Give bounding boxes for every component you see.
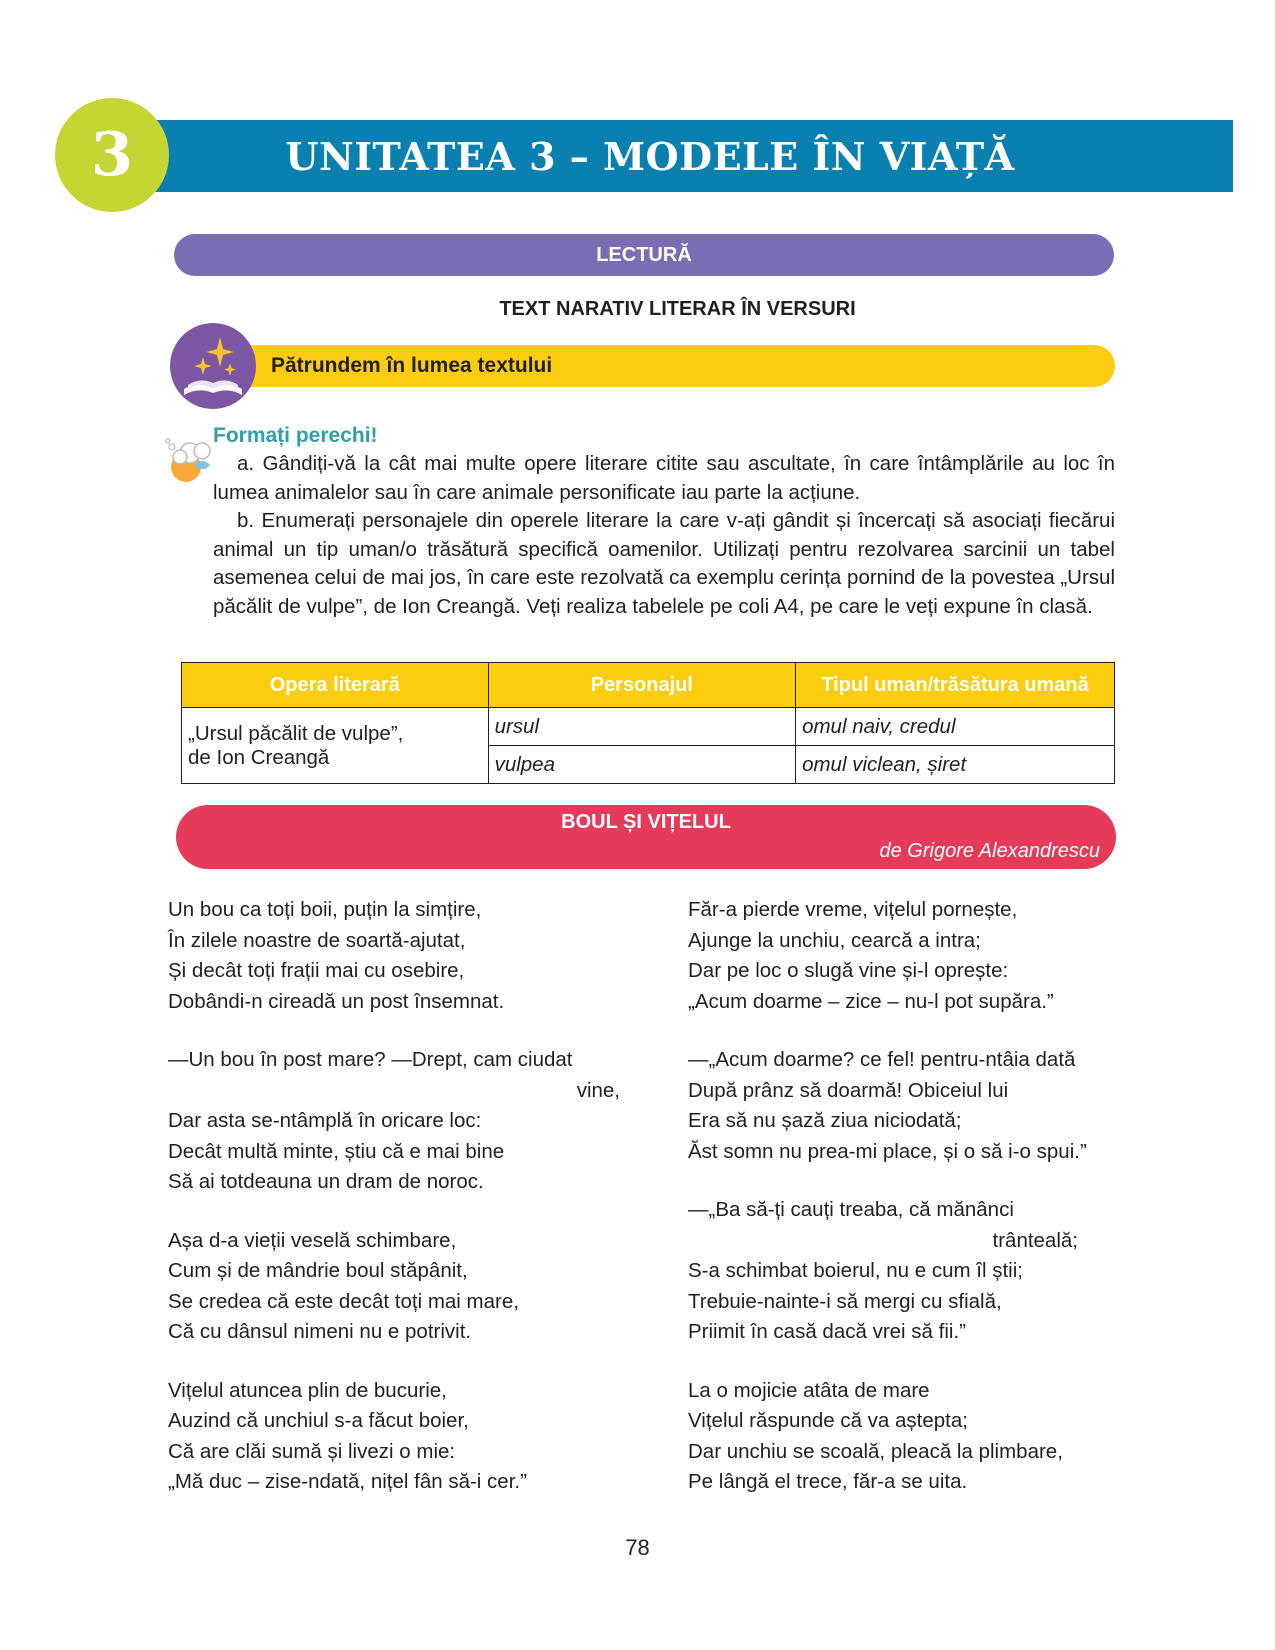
table-header-cell: Personajul [488,663,796,708]
task-item-b: b. Enumerați personajele din operele literare la care v-ați gândit și încercați să asociați fiecărui animal un tip uman/o trăsătură specifică oamenilor. Utilizați pentru rezolvarea sarcinii un tabel asemenea celui de mai jos, în care este rezolvată ca exemplu cerința pornind de la povestea „Ursul păcălit de vulpe”, de Ion Creangă. Veți realiza tabelele pe coli A4, pe care le veți expune în clasă. [213,509,1115,618]
poem-line: Făr-a pierde vreme, vițelul pornește, [688,898,1018,921]
section-label: LECTURĂ [174,234,1114,276]
poem-line: Să ai totdeauna un dram de noroc. [168,1170,484,1193]
poem-line: Că cu dânsul nimeni nu e potrivit. [168,1320,472,1343]
poem-line: „Mă duc – zise-ndată, nițel fân să-i cer.” [168,1470,527,1493]
poem-column-right [688,895,1158,1526]
poem-line: Cum și de mândrie boul stăpânit, [168,1259,468,1282]
unit-title: UNITATEA 3 – MODELE ÎN VIAȚĂ [285,133,1015,179]
open-book-icon [170,323,256,409]
poem-stanza [168,1045,638,1198]
poem-line: „Acum doarme – zice – nu-l pot supăra.” [688,989,1054,1013]
work-author-line: de Ion Creangă [188,745,330,769]
poem-line: Așa d-a vieții veselă schimbare, [168,1228,457,1252]
poem-line: Decât multă minte, știu că e mai bine [168,1139,505,1163]
reading-band-title: Pătrundem în lumea textului [205,345,1115,387]
poem-stanza [688,1376,1158,1498]
poem-line: Un bou ca toți boii, puțin la simțire, [168,898,482,921]
poem-line: Dar unchiu se scoală, pleacă la plimbare, [688,1439,1063,1463]
poem-title-band [176,805,1116,869]
poem-line: Ăst somn nu prea-mi place, și o să i-o spui.” [688,1139,1087,1163]
table-row [182,708,1115,746]
poem-line: Dar asta se-ntâmplă în oricare loc: [168,1109,482,1132]
poem-line: —Un bou în post mare? —Drept, cam ciudat [168,1048,573,1071]
poem-line: După prânz să doarmă! Obiceiul lui [688,1078,1009,1102]
poem-line: Dar pe loc o slugă vine și-l oprește: [688,959,1009,982]
poem-line: Vițelul răspunde că va aștepta; [688,1409,968,1432]
poem-stanza [168,1226,638,1348]
table-cell-work [182,708,489,784]
poem-line: S-a schimbat boierul, nu e cum îl știi; [688,1259,1023,1282]
table-header-cell: Tipul uman/trăsătura umană [796,663,1115,708]
example-table [181,662,1115,784]
thinking-cloud-icon [164,435,220,485]
table-header-cell: Opera literară [182,663,489,708]
poem-stanza [688,1045,1158,1167]
table-cell-trait: omul viclean, șiret [796,746,1115,784]
poem-line-continuation: vine, [576,1078,620,1102]
section-subheading: TEXT NARATIV LITERAR ÎN VERSURI [499,298,856,320]
poem-line: Priimit în casă dacă vrei să fii.” [688,1320,966,1343]
poem-stanza [688,895,1158,1017]
poem-line: În zilele noastre de soartă-ajutat, [168,928,466,952]
page-number: 78 [625,1535,650,1560]
poem-column-left [168,895,638,1526]
poem-line: Trebuie-nainte-i să mergi cu sfială, [688,1289,1002,1313]
task-item-a: a. Gândiți-vă la cât mai multe opere literare citite sau ascultate, în care întâmplările au loc în lumea animalelor sau în care animale personificate iau parte la acțiune. [213,452,1115,504]
task-heading: Formați perechi! [213,424,378,447]
poem-line: Pe lângă el trece, făr-a se uita. [688,1470,968,1493]
poem-line: Și decât toți frații mai cu osebire, [168,959,465,982]
poem-stanza [168,1376,638,1498]
poem-line: Auzind că unchiul s-a făcut boier, [168,1409,469,1432]
poem-author: de Grigore Alexandrescu [879,840,1100,862]
poem-line: Dobândi-n cireadă un post însemnat. [168,989,505,1013]
table-cell-trait: omul naiv, credul [796,708,1115,746]
poem-line: Vițelul atuncea plin de bucurie, [168,1378,447,1402]
poem-line: Se credea că este decât toți mai mare, [168,1289,519,1313]
poem-stanza [168,895,638,1017]
poem-stanza [688,1195,1158,1348]
poem-title: BOUL ȘI VIȚELUL [561,811,731,833]
poem-line: Ajunge la unchiu, cearcă a intra; [688,928,981,952]
poem-line: La o mojicie atâta de mare [688,1378,930,1402]
poem-line: Era să nu șază ziua niciodată; [688,1109,962,1132]
work-title-line: „Ursul păcălit de vulpe”, [188,721,404,745]
poem-line-continuation: trânteală; [992,1228,1078,1252]
table-cell-character: vulpea [488,746,796,784]
poem-line: —„Acum doarme? ce fel! pentru-ntâia dată [688,1048,1076,1071]
table-header-row [182,663,1115,708]
table-cell-character: ursul [488,708,796,746]
poem-line: Că are clăi sumă și livezi o mie: [168,1439,456,1463]
unit-number-badge: 3 [55,98,169,212]
poem-line: —„Ba să-ți cauți treaba, că mănânci [688,1198,1014,1221]
